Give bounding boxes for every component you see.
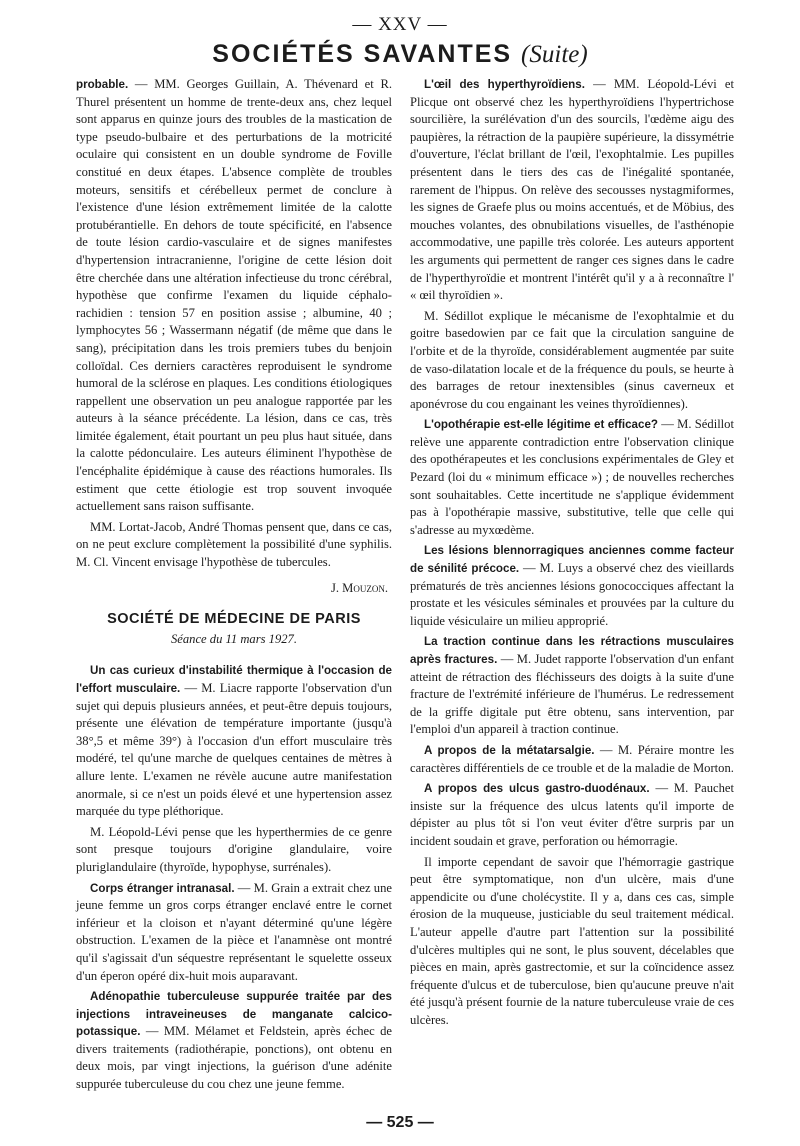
paragraph: Il importe cependant de savoir que l'hémorragie gastrique peut être symptomatique, non d'un ulcère, mais d'une appendicite ou d'une cholécystite. Il y a, dans ces cas, simple érosion de la muqueuse, justiciable du seul traitement médical. L'auteur appelle d'autre part l'attention sur la possibilité d'ulcères multiples qui ne sont, le plus souvent, décelables que pièces en main, après gastrectomie, et sur la coïncidence assez fréquente d'ulcus et de tuberculose, bien qu'aucune preuve n'ait été jusqu'à présent fournie de la nature tuberculeuse vraie de ces ulcères. — [410, 854, 734, 1027]
paragraph-text: — M. Pauchet insiste sur la fréquence des ulcus latents qu'il importe de dépister au plus tôt si l'on veut éviter d'être surpris par un incident soudain et grave, perforation ou hémorragie. — [410, 781, 734, 848]
paragraph-text: — M. Liacre rapporte l'observation d'un sujet qui depuis plusieurs années, et peut-être depuis toujours, présente une élévation de température importante (jusqu'à 38°,5 et même 39°) à l'occasion d'un effort musculaire très modéré, tel qu'une marche de quelques centaines de mètres à allure lente. L'examen ne révèle aucune autre manifestation anormale, si ce n'est un poids élevé et une hypertension assez marquée du type pléthorique. — [76, 681, 392, 819]
paragraph — [410, 742, 734, 777]
paragraph: M. Léopold-Lévi pense que les hyperthermies de ce genre sont presque toujours d'origine glandulaire, voire pluriglandulaire (thyroïde, hypophyse, surrénales). — [76, 824, 392, 874]
paragraph-heading: Un cas curieux d'instabilité thermique à l'occasion de l'effort musculaire. — [76, 664, 392, 695]
paragraph-text: — M. Luys a observé chez des vieillards prématurés de très anciennes lésions gonococciques affectant la prostate et les vésicules séminales et prouvées par la culture du liquide vésiculaire un milieu approprié. — [410, 561, 734, 628]
left-column — [76, 76, 392, 1097]
paragraph — [76, 76, 392, 516]
paragraph-heading: Corps étranger intranasal. — [90, 881, 235, 895]
paragraph — [410, 416, 734, 539]
paragraph-text: — MM. Georges Guillain, A. Thévenard et R. Thurel présentent un homme de trente-deux ans, chez lequel sont apparus en quinze jours des troubles de la mastication de type pseudo-bulbaire et des perturbations de la motricité oculaire qui consistent en un double syndrome de Foville constitué en deux étapes. L'absence complète de troubles moteurs, sensitifs et cérébelleux permet de conclure à l'existence d'une lésion extrêmement limitée de la calotte protubérantielle. En dehors de toute spécificité, en l'absence de toute lésion cardio-vasculaire et de signes manifestes d'hypertension intracranienne, l'origine de cette lésion doit être cherchée dans une altération infectieuse du tronc cérébral, hypothèse que confirme l'examen du liquide céphalo-rachidien : tension 57 en position assise ; albumine, 40 ; lymphocytes 56 ; Wassermann négatif (de même que dans le sang), précipitation dans les trois premiers tubes du benjoin colloïdal. Ces derniers caractères reproduisent le syndrome humoral de la sclérose en plaques. Les conditions étiologiques rappellent une observation un peu analogue rapportée par les auteurs à la séance précédente. La lésion, dans ce cas, très limitée également, était pourtant un peu plus haut située, dans la calotte pédonculaire. Les auteurs éliminent l'hypothèse de l'encéphalite épidémique à cause des réactions humorales. Ils estiment que cette étiologie est trop souvent invoquée actuellement sans raison suffisante. — [76, 77, 392, 514]
paragraph-text: — M. Judet rapporte l'observation d'un enfant atteint de rétraction des fléchisseurs des doigts à la suite d'une fracture de l'extrémité inférieure de l'humérus. Le redressement de la griffe digitale put être obtenu, sans intervention, par l'emploi d'un appareil à traction continue. — [410, 652, 735, 737]
paragraph-text: — MM. Mélamet et Feldstein, après échec de divers traitements (radiothérapie, ponctions), ont obtenu en deux mois, par vingt injections, la guérison d'une adénite suppurée tuberculeuse du cou chez une jeune femme. — [76, 1024, 392, 1092]
roman-page-numeral: — XXV — — [352, 14, 448, 35]
paragraph-heading: A propos des ulcus gastro-duodénaux. — [424, 782, 650, 796]
paragraph — [76, 988, 392, 1094]
section-title-text: SOCIÉTÉS SAVANTES — [212, 40, 513, 68]
paragraph: MM. Lortat-Jacob, André Thomas pensent que, dans ce cas, on ne peut exclure complètement la possibilité d'une syphilis. M. Cl. Vincent envisage l'hypothèse de tubercules. — [76, 519, 392, 570]
paragraph-text: — M. Péraire montre les caractères différentiels de ce trouble et de la maladie de Morton. — [410, 742, 734, 775]
paragraph-heading: A propos de la métatarsalgie. — [424, 743, 595, 757]
paragraph — [410, 780, 734, 850]
paragraph-heading: probable. — [76, 78, 129, 91]
paragraph-heading: La traction continue dans les rétractions musculaires après fractures. — [410, 635, 734, 666]
section-title — [0, 40, 800, 69]
paragraph — [410, 76, 734, 305]
author-signature: J. Mouzon. — [330, 580, 388, 595]
paragraph-text: — MM. Léopold-Lévi et Plicque ont observé chez les hyperthyroïdiens l'hypertrichose sourcilière, la surélévation d'un des sourcils, l'œdème aigu des paupières, la rétraction de la paupière supérieure, la dissymétrie d'ouverture, l'éclat brillant de l'œil, l'exophtalmie. Les pupilles présentent dans le tiers des cas de l'inégalité spontanée, rarement de l'hippus. On relève des secousses nystagmiformes, les signes de Graefe plus ou moins accentués, et de Möbius, des mouches volantes, des obnubilations visuelles, de l'asthénopie accommodative, une papille très colorée. Les auteurs apportent les arguments qui permettent de ranger ces signes dans le cadre de l'hyperthyroïdie et montrent l'intérêt qu'il y a à reconnaître l' « œil thyroïdien ». — [410, 77, 734, 303]
paragraph-heading: L'œil des hyperthyroïdiens. — [424, 78, 585, 91]
paragraph: M. Sédillot explique le mécanisme de l'exophtalmie et du goitre basedowien par ce fait que la circulation sanguine de l'orbite et de la thyroïde, considérablement augmentée par suite de vaso-dilatation locale et de la fréquence du pouls, se heurte à des barrages de retour inextensibles (sinus caverneux et aponévrose du cou engainant les veines thyroïdiennes). — [410, 308, 734, 411]
paragraph-heading: Adénopathie tuberculeuse suppurée traitée par des injections intraveineuses de manganate calcico-potassique. — [76, 990, 392, 1039]
session-date: Séance du 11 mars 1927. — [170, 631, 298, 646]
paragraph — [76, 880, 392, 986]
paragraph — [76, 662, 392, 820]
paragraph — [410, 542, 734, 630]
paragraph-heading: Les lésions blennorragiques anciennes comme facteur de sénilité précoce. — [410, 544, 734, 576]
section-title-suffix: (Suite) — [521, 41, 588, 68]
paragraph-heading: L'opothérapie est-elle légitime et efficace? — [424, 418, 658, 432]
society-heading: SOCIÉTÉ DE MÉDECINE DE PARIS — [107, 611, 361, 628]
page-number: — 525 — — [366, 1114, 434, 1131]
paragraph-text: — M. Sédillot relève une apparente contradiction entre l'observation clinique des opothérapeutes et les conclusions expérimentales de Gley et Pezard (loi du « minimum efficace ») ; de nouvelles recherches sont souhaitables. Cette incertitude ne s'applique évidemment pas à l'opothérapie massive, substitutive, telle que celle qui s'adresse au myxœdème. — [410, 417, 734, 537]
right-column — [410, 76, 734, 1032]
paragraph — [410, 633, 734, 739]
paragraph-text: — M. Grain a extrait chez une jeune femme un gros corps étranger enclavé entre le cornet inférieur et la cloison et n'ayant déterminé qu'une légère obstruction. L'examen de la pièce et l'anamnèse ont montré qu'il s'agissait d'un séquestre représentant le squelette osseux d'un éperon opéré dix-huit mois auparavant. — [76, 880, 392, 983]
